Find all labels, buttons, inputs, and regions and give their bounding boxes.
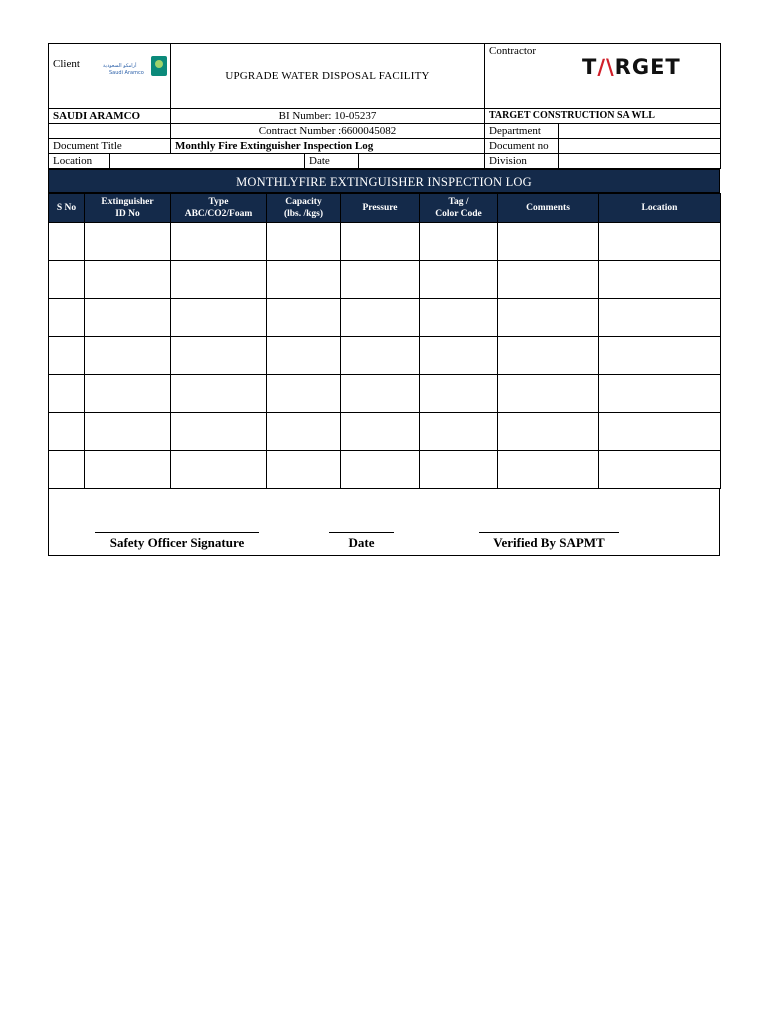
table-row <box>49 375 721 413</box>
table-cell[interactable] <box>498 375 599 413</box>
safety-officer-signature[interactable] <box>95 532 259 551</box>
table-cell[interactable] <box>341 413 420 451</box>
table-cell[interactable] <box>85 261 171 299</box>
table-cell[interactable] <box>267 375 341 413</box>
table-row <box>49 261 721 299</box>
table-row <box>49 299 721 337</box>
table-header-row <box>49 194 721 223</box>
signature-date-label: Date <box>348 535 375 550</box>
table-cell[interactable] <box>171 337 267 375</box>
table-cell[interactable] <box>498 337 599 375</box>
table-cell[interactable] <box>420 223 498 261</box>
table-cell[interactable] <box>171 223 267 261</box>
column-header-sno: S No <box>49 194 85 223</box>
table-cell[interactable] <box>498 223 599 261</box>
location-field[interactable] <box>110 154 305 169</box>
table-cell[interactable] <box>267 337 341 375</box>
document-title-value: Monthly Fire Extinguisher Inspection Log <box>171 139 485 154</box>
column-header-type: Type ABC/CO2/Foam <box>171 194 267 223</box>
table-cell[interactable] <box>49 413 85 451</box>
table-cell[interactable] <box>599 451 721 489</box>
date-label: Date <box>305 154 359 169</box>
table-cell[interactable] <box>49 299 85 337</box>
saudi-aramco-logo <box>103 56 167 82</box>
table-cell[interactable] <box>498 261 599 299</box>
department-label: Department <box>485 124 559 139</box>
contractor-name: TARGET CONSTRUCTION SA WLL <box>485 109 721 124</box>
table-row <box>49 223 721 261</box>
client-name: SAUDI ARAMCO <box>49 109 171 124</box>
inspection-log-form <box>48 43 720 556</box>
aramco-logo-arabic: أرامكو السعودية <box>103 63 137 69</box>
table-cell[interactable] <box>420 451 498 489</box>
table-cell[interactable] <box>341 299 420 337</box>
table-cell[interactable] <box>599 261 721 299</box>
table-cell[interactable] <box>420 413 498 451</box>
column-header-location: Location <box>599 194 721 223</box>
column-header-tag-color: Tag / Color Code <box>420 194 498 223</box>
signature-date[interactable] <box>329 532 394 551</box>
column-header-extinguisher-id: Extinguisher ID No <box>85 194 171 223</box>
table-cell[interactable] <box>341 223 420 261</box>
document-no-field[interactable] <box>559 139 721 154</box>
table-row <box>49 413 721 451</box>
contractor-label: Contractor <box>489 45 537 57</box>
table-cell[interactable] <box>420 261 498 299</box>
table-cell[interactable] <box>599 223 721 261</box>
inspection-table <box>48 193 721 489</box>
table-cell[interactable] <box>341 261 420 299</box>
table-cell[interactable] <box>267 451 341 489</box>
date-field[interactable] <box>359 154 485 169</box>
table-cell[interactable] <box>171 375 267 413</box>
table-cell[interactable] <box>85 299 171 337</box>
inspection-table-body <box>49 223 721 489</box>
table-cell[interactable] <box>85 337 171 375</box>
table-cell[interactable] <box>267 223 341 261</box>
table-cell[interactable] <box>420 299 498 337</box>
signature-area <box>48 489 720 556</box>
table-row <box>49 337 721 375</box>
division-field[interactable] <box>559 154 721 169</box>
column-header-pressure: Pressure <box>341 194 420 223</box>
aramco-logo-english: Saudi Aramco <box>109 70 144 76</box>
column-header-comments: Comments <box>498 194 599 223</box>
aramco-logo-icon <box>151 56 167 76</box>
target-logo-accent: ∕\ <box>597 55 615 79</box>
table-cell[interactable] <box>85 223 171 261</box>
blank-cell <box>49 124 171 139</box>
document-title-label: Document Title <box>49 139 171 154</box>
bi-number: BI Number: 10-05237 <box>171 109 485 124</box>
table-cell[interactable] <box>420 375 498 413</box>
table-cell[interactable] <box>341 375 420 413</box>
table-cell[interactable] <box>498 299 599 337</box>
table-cell[interactable] <box>599 413 721 451</box>
table-cell[interactable] <box>171 299 267 337</box>
project-title: UPGRADE WATER DISPOSAL FACILITY <box>171 44 485 109</box>
table-cell[interactable] <box>171 261 267 299</box>
verified-by-sapmt[interactable] <box>479 532 619 551</box>
table-cell[interactable] <box>599 375 721 413</box>
table-cell[interactable] <box>267 413 341 451</box>
location-label: Location <box>49 154 110 169</box>
table-cell[interactable] <box>599 299 721 337</box>
table-cell[interactable] <box>85 375 171 413</box>
column-header-capacity: Capacity (lbs. /kgs) <box>267 194 341 223</box>
target-logo-right: RGET <box>614 55 681 79</box>
target-logo-left: T <box>582 55 598 79</box>
table-cell[interactable] <box>267 299 341 337</box>
table-cell[interactable] <box>49 375 85 413</box>
table-cell[interactable] <box>171 451 267 489</box>
table-cell[interactable] <box>341 337 420 375</box>
table-cell[interactable] <box>267 261 341 299</box>
table-cell[interactable] <box>85 451 171 489</box>
table-cell[interactable] <box>49 223 85 261</box>
document-header <box>48 43 721 169</box>
table-cell[interactable] <box>599 337 721 375</box>
table-cell[interactable] <box>420 337 498 375</box>
table-row <box>49 451 721 489</box>
document-no-label: Document no <box>485 139 559 154</box>
department-field[interactable] <box>559 124 721 139</box>
table-cell[interactable] <box>498 451 599 489</box>
verified-by-label: Verified By SAPMT <box>493 535 605 550</box>
log-title: MONTHLYFIRE EXTINGUISHER INSPECTION LOG <box>48 169 720 193</box>
division-label: Division <box>485 154 559 169</box>
table-cell[interactable] <box>171 413 267 451</box>
table-cell[interactable] <box>498 413 599 451</box>
client-cell <box>49 44 171 109</box>
table-cell[interactable] <box>49 261 85 299</box>
target-logo <box>582 55 681 79</box>
client-label: Client <box>53 58 80 70</box>
contract-number: Contract Number :6600045082 <box>171 124 485 139</box>
contractor-cell <box>485 44 721 109</box>
table-cell[interactable] <box>85 413 171 451</box>
table-cell[interactable] <box>49 451 85 489</box>
table-cell[interactable] <box>49 337 85 375</box>
safety-officer-signature-label: Safety Officer Signature <box>109 535 245 550</box>
table-cell[interactable] <box>341 451 420 489</box>
